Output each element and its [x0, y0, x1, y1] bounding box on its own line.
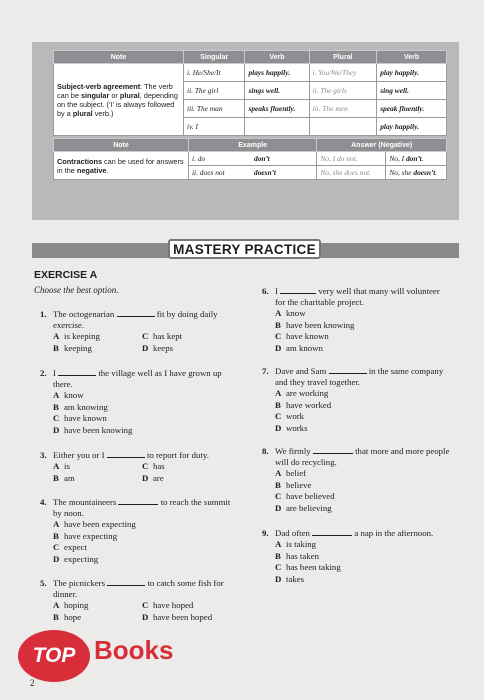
option-d[interactable]: D keeps: [142, 343, 174, 353]
option-a[interactable]: A belief: [275, 468, 307, 478]
singular-subject: ii. The girl: [184, 82, 245, 100]
answer-contracted: No, she doesn’t.: [386, 166, 447, 180]
topbooks-logo-text: Books: [94, 635, 174, 665]
question-2: 2. I the village well as I have grown up there. A know B am knowing C have known D have been knowing: [40, 368, 255, 436]
plural-subject: [309, 118, 377, 136]
answer-blank: [107, 585, 145, 586]
options: [275, 468, 472, 514]
example-word: ii. does not: [189, 166, 252, 180]
answer-full: No, I do not.: [317, 152, 386, 166]
options: [53, 519, 255, 565]
option-a[interactable]: A is: [53, 461, 70, 471]
option-a[interactable]: A is keeping: [53, 331, 100, 341]
option-b[interactable]: B have been knowing: [275, 319, 355, 330]
answer-blank: [312, 535, 352, 536]
example-contraction: don’t: [251, 152, 317, 166]
question-stem: We firmly that more and more people will do recycling.: [275, 446, 450, 467]
options: [275, 388, 467, 434]
question-stem: I very well that many will volunteer for the charitable project.: [275, 286, 440, 307]
option-b[interactable]: B am: [53, 473, 75, 483]
header-singular: Singular: [184, 51, 245, 64]
option-c[interactable]: C has kept: [142, 331, 183, 341]
plural-verb: play happily.: [377, 64, 447, 82]
singular-verb: plays happily.: [245, 64, 309, 82]
header-verb: Verb: [245, 51, 309, 64]
option-a[interactable]: A know: [53, 390, 84, 400]
question-stem: The mountaineers to reach the summit by noon.: [53, 497, 231, 518]
option-a[interactable]: A hoping: [53, 600, 89, 610]
header-note: Note: [54, 51, 184, 64]
question-7: 7. Dave and Sam in the same company and they travel together. A are working B have worked C work D works: [262, 366, 467, 434]
option-d[interactable]: D am known: [275, 342, 323, 353]
option-a[interactable]: A is taking: [275, 539, 317, 549]
subject-verb-table: [53, 50, 447, 136]
option-b[interactable]: B am knowing: [53, 401, 108, 412]
options: [275, 539, 467, 585]
option-c[interactable]: C have believed: [275, 491, 335, 502]
option-d[interactable]: D expecting: [53, 553, 99, 564]
answer-full: No, she does not.: [317, 166, 386, 180]
option-d[interactable]: D works: [275, 422, 308, 433]
option-b[interactable]: B hope: [53, 612, 82, 622]
subject-verb-note: Subject-verb agreement: The verb can be singular or plural, depending on the subject. (‘I’ is always followed by a plural verb.): [54, 64, 184, 136]
option-a[interactable]: A know: [275, 308, 306, 318]
question-5: 5. The picnickers to catch some fish for dinner. A hoping C have hoped B hope D have been hoped: [40, 578, 255, 623]
question-4: 4. The mountaineers to reach the summit by noon. A have been expecting B have expecting C expect D expecting: [40, 497, 255, 565]
plural-subject: iii. The men: [309, 100, 377, 118]
question-stem: Dad often a nap in the afternoon.: [275, 528, 434, 538]
answer-blank: [118, 504, 158, 505]
plural-subject: i. You/We/They: [309, 64, 377, 82]
answer-blank: [107, 457, 145, 458]
option-c[interactable]: C have known: [53, 413, 107, 424]
header-plural: Plural: [309, 51, 377, 64]
header-answer: Answer (Negative): [317, 139, 447, 152]
answer-contracted: No, I don’t.: [386, 152, 447, 166]
header-verb-plural: Verb: [377, 51, 447, 64]
question-stem: Dave and Sam in the same company and they travel together.: [275, 366, 444, 387]
singular-verb: speaks fluently.: [245, 100, 309, 118]
answer-blank: [117, 316, 155, 317]
example-word: i. do: [189, 152, 252, 166]
option-c[interactable]: C has: [142, 461, 165, 471]
singular-subject: iv. I: [184, 118, 245, 136]
option-b[interactable]: B keeping: [53, 343, 92, 353]
options: [275, 308, 467, 354]
example-contraction: doesn’t: [251, 166, 317, 180]
plural-verb: speak fluently.: [377, 100, 447, 118]
plural-verb: play happily.: [377, 118, 447, 136]
answer-blank: [58, 375, 96, 376]
contractions-note: Contractions can be used for answers in the negative.: [54, 152, 189, 180]
question-stem: The octogenarian fit by doing daily exercise.: [53, 309, 218, 330]
option-c[interactable]: C work: [275, 411, 305, 422]
option-b[interactable]: B have expecting: [53, 530, 118, 541]
options: [53, 331, 245, 354]
question-6: 6. I very well that many will volunteer for the charitable project. A know B have been knowing C have known D am known: [262, 286, 467, 354]
options: [53, 600, 255, 623]
option-c[interactable]: C have known: [275, 331, 329, 342]
topbooks-logo: TOP: [18, 630, 90, 682]
header-note: Note: [54, 139, 189, 152]
option-a[interactable]: A have been expecting: [53, 519, 136, 529]
option-b[interactable]: B believe: [275, 479, 312, 490]
option-b[interactable]: B has taken: [275, 550, 319, 561]
instruction: Choose the best option.: [34, 285, 119, 295]
question-stem: The picnickers to catch some fish for dinner.: [53, 578, 224, 599]
question-stem: I the village well as I have grown up there.: [53, 368, 222, 389]
option-c[interactable]: C has been taking: [275, 562, 341, 573]
options: [53, 390, 255, 436]
options: [53, 461, 250, 484]
question-stem: Either you or I to report for duty.: [53, 450, 209, 460]
option-c[interactable]: C expect: [53, 542, 87, 553]
question-1: 1. The octogenarian fit by doing daily exercise. A is keeping C has kept B keeping D keeps: [40, 309, 245, 354]
answer-blank: [329, 373, 367, 374]
question-8: 8. We firmly that more and more people will do recycling. A belief B believe C have believed D are believing: [262, 446, 472, 514]
contractions-table: [53, 138, 447, 180]
singular-verb: sings well.: [245, 82, 309, 100]
answer-blank: [280, 293, 316, 294]
option-c[interactable]: C have hoped: [142, 600, 194, 610]
option-d[interactable]: D have been knowing: [53, 424, 133, 435]
answer-blank: [313, 453, 353, 454]
header-example: Example: [189, 139, 317, 152]
question-3: 3. Either you or I to report for duty. A is C has B am D are: [40, 450, 250, 484]
mastery-practice-title: MASTERY PRACTICE: [168, 239, 321, 259]
grammar-note-box: [32, 42, 459, 220]
page-number: 2: [30, 678, 35, 688]
plural-subject: ii. The girls: [309, 82, 377, 100]
plural-verb: sing well.: [377, 82, 447, 100]
option-d[interactable]: D takes: [275, 573, 305, 584]
question-9: 9. Dad often a nap in the afternoon. A is taking B has taken C has been taking D takes: [262, 528, 467, 585]
exercise-heading: EXERCISE A: [34, 269, 98, 281]
option-d[interactable]: D have been hoped: [142, 612, 213, 622]
singular-subject: i. He/She/It: [184, 64, 245, 82]
singular-subject: iii. The man: [184, 100, 245, 118]
option-a[interactable]: A are working: [275, 388, 329, 398]
option-b[interactable]: B have worked: [275, 399, 332, 410]
option-d[interactable]: D are believing: [275, 502, 332, 513]
option-d[interactable]: D are: [142, 473, 164, 483]
singular-verb: [245, 118, 309, 136]
